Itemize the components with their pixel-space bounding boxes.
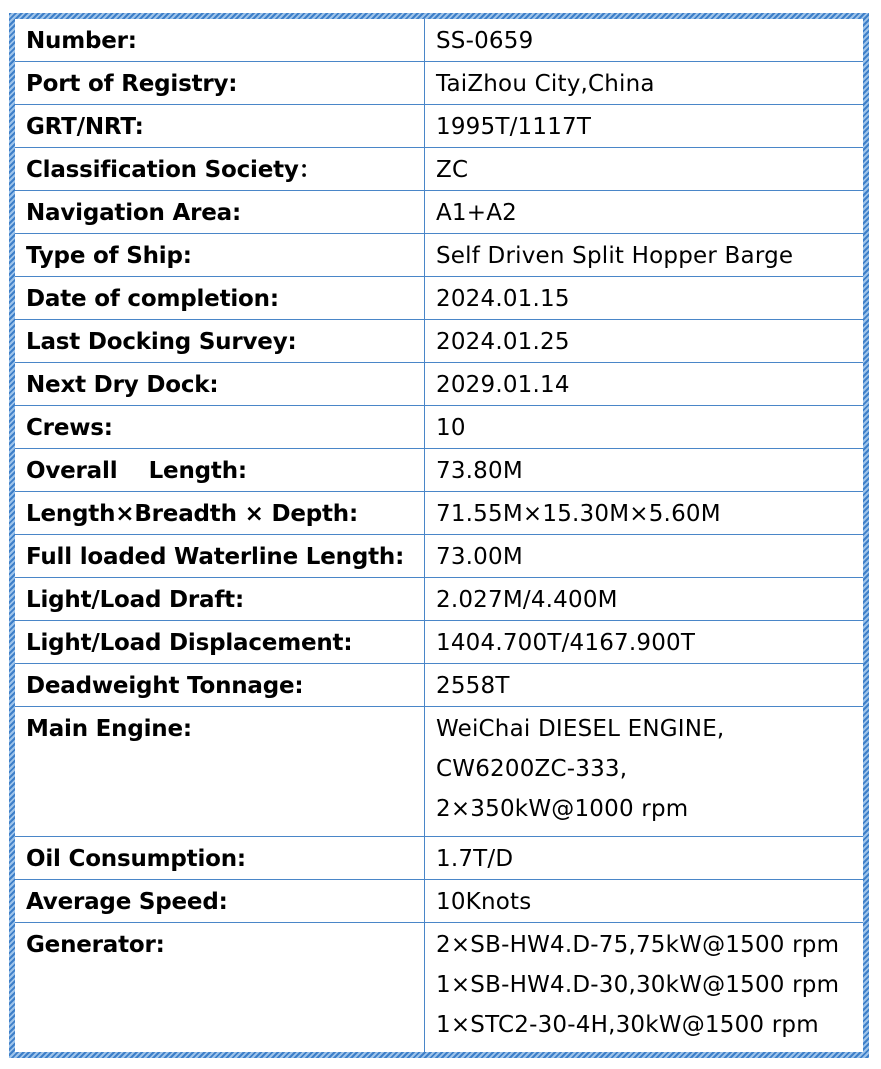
spec-label: Next Dry Dock:	[15, 363, 425, 406]
table-row	[15, 664, 863, 707]
spec-label: Last Docking Survey:	[15, 320, 425, 363]
spec-table-container	[15, 19, 863, 1052]
spec-value: 1.7T/D	[425, 837, 864, 880]
spec-value: 71.55M×15.30M×5.60M	[425, 492, 864, 535]
spec-label: Length×Breadth × Depth:	[15, 492, 425, 535]
spec-label: Number:	[15, 19, 425, 62]
spec-label: Generator:	[15, 923, 425, 1053]
table-row	[15, 277, 863, 320]
spec-value: 2029.01.14	[425, 363, 864, 406]
spec-value-line: 1×STC2-30-4H,30kW@1500 rpm	[436, 1012, 819, 1038]
table-row	[15, 406, 863, 449]
table-row	[15, 148, 863, 191]
spec-table-frame	[9, 13, 869, 1058]
table-row	[15, 880, 863, 923]
spec-label: Port of Registry:	[15, 62, 425, 105]
spec-value: ZC	[425, 148, 864, 191]
spec-value	[425, 707, 864, 837]
spec-label: Full loaded Waterline Length:	[15, 535, 425, 578]
spec-value: 2.027M/4.400M	[425, 578, 864, 621]
table-row	[15, 19, 863, 62]
spec-label: Deadweight Tonnage:	[15, 664, 425, 707]
spec-value: 1404.700T/4167.900T	[425, 621, 864, 664]
spec-value: 2024.01.25	[425, 320, 864, 363]
table-row	[15, 449, 863, 492]
table-row	[15, 707, 863, 837]
table-row	[15, 578, 863, 621]
spec-value: TaiZhou City,China	[425, 62, 864, 105]
spec-value: SS-0659	[425, 19, 864, 62]
spec-value: 2024.01.15	[425, 277, 864, 320]
spec-value: 73.00M	[425, 535, 864, 578]
spec-value: 10	[425, 406, 864, 449]
spec-value-line: WeiChai DIESEL ENGINE,	[436, 716, 725, 742]
ship-spec-table	[15, 19, 863, 1052]
spec-label: GRT/NRT:	[15, 105, 425, 148]
table-row	[15, 105, 863, 148]
table-row	[15, 621, 863, 664]
table-row	[15, 320, 863, 363]
spec-label: Overall Length:	[15, 449, 425, 492]
spec-label: Light/Load Displacement:	[15, 621, 425, 664]
spec-value: 2558T	[425, 664, 864, 707]
spec-value-line: 2×350kW@1000 rpm	[436, 796, 689, 822]
spec-label: Type of Ship:	[15, 234, 425, 277]
table-row	[15, 837, 863, 880]
spec-label: Main Engine:	[15, 707, 425, 837]
spec-value-line: CW6200ZC-333,	[436, 756, 628, 782]
spec-label: Average Speed:	[15, 880, 425, 923]
spec-label: Classification Society：	[15, 148, 425, 191]
spec-label: Oil Consumption:	[15, 837, 425, 880]
table-row	[15, 923, 863, 1053]
table-row	[15, 492, 863, 535]
spec-value-line: 2×SB-HW4.D-75,75kW@1500 rpm	[436, 932, 840, 958]
table-row	[15, 191, 863, 234]
table-row	[15, 62, 863, 105]
spec-value: A1+A2	[425, 191, 864, 234]
spec-value: Self Driven Split Hopper Barge	[425, 234, 864, 277]
spec-value: 1995T/1117T	[425, 105, 864, 148]
table-row	[15, 363, 863, 406]
spec-label: Date of completion:	[15, 277, 425, 320]
table-row	[15, 535, 863, 578]
spec-value	[425, 923, 864, 1053]
spec-value-line: 1×SB-HW4.D-30,30kW@1500 rpm	[436, 972, 840, 998]
spec-value: 73.80M	[425, 449, 864, 492]
spec-label: Light/Load Draft:	[15, 578, 425, 621]
spec-label: Crews:	[15, 406, 425, 449]
spec-label: Navigation Area:	[15, 191, 425, 234]
spec-value: 10Knots	[425, 880, 864, 923]
table-row	[15, 234, 863, 277]
